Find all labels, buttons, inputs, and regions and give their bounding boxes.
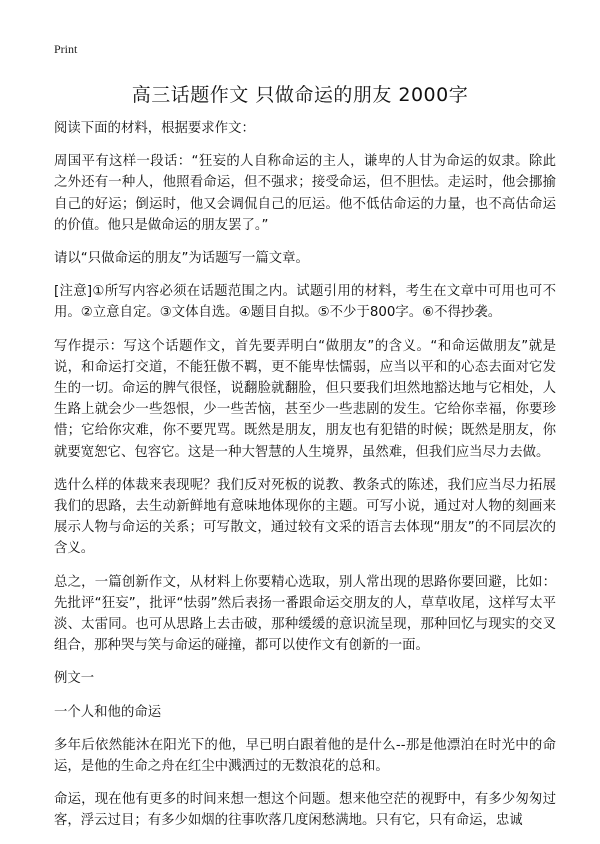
notes-paragraph: [注意]①所写内容必须在话题范围之内。试题引用的材料，考生在文章中可用也可不用。②立意自定。③文体自选。④题目自拟。⑤不少于800字。⑥不得抄袭。: [54, 284, 556, 321]
quote-paragraph: 周国平有这样一段话：“狂妄的人自称命运的主人，谦卑的人甘为命运的奴隶。除此之外还有一种人，他照看命运，但不强求；接受命运，但不胆怯。走运时，他会挪揄自己的好运；倒运时，他又会调侃自己的厄运。他不低估命运的力量，也不高估命运的价值。他只是做命运的朋友罢了。”: [54, 154, 556, 233]
article-body: [54, 118, 556, 844]
topic-paragraph: 请以“只做命运的朋友”为话题写一篇文章。: [54, 251, 309, 267]
genre-paragraph: 选什么样的体裁来表现呢？我们反对死板的说教、教条式的陈述，我们应当尽力拓展我们的思路，去生动新鲜地有意味地体现你的主题。可写小说，通过对人物的刻画来展示人物与命运的关系；可写散文，通过较有文采的语言去体现“朋友”的不同层次的含义。: [54, 477, 556, 557]
example-heading: 例文一: [54, 671, 95, 687]
instruction-paragraph: 阅读下面的材料，根据要求作文：: [54, 121, 255, 136]
summary-paragraph: 总之，一篇创新作文，从材料上你要精心选取，别人常出现的思路你要回避，比如：先批评“狂妄”，批评“怯弱”然后表扬一番跟命运交朋友的人，草草收尾，这样写太平淡、太雷同。也可从思路上去击破，那种缓缓的意识流呈现，那种回忆与现实的交叉组合，那种哭与笑与命运的碰撞，都可以使作文有创新的一面。: [54, 574, 556, 654]
example-paragraph: 命运，现在他有更多的时间来想一想这个问题。想来他空茫的视野中，有多少匆匆过客，浮云过目；有多少如烟的往事吹落几度闲愁满地。只有它，只有命运，忠诚: [54, 792, 556, 829]
print-link[interactable]: Print: [54, 42, 78, 56]
tips-paragraph: 写作提示：写这个话题作文，首先要弄明白“做朋友”的含义。“和命运做朋友”就是说，和命运打交道，不能狂傲不羁，更不能卑怯懦弱，应当以平和的心态去面对它发生的一切。命运的脾气很怪，说翻脸就翻脸，但只要我们坦然地豁达地与它相处，人生路上就会少一些怨恨，少一些苦恼，甚至少一些悲剧的发生。它给你幸福，你要珍惜；它给你灾难，你不要咒骂。既然是朋友，朋友也有犯错的时候；既然是朋友，你就要宽恕它、包容它。这是一种大智慧的人生境界，虽然难，但我们应当尽力去做。: [54, 338, 556, 460]
example-title: 一个人和他的命运: [54, 704, 162, 720]
example-paragraph: 多年后依然能沐在阳光下的他，早已明白跟着他的是什么--那是他漂泊在时光中的命运，是他的生命之舟在红尘中溅洒过的无数浪花的总和。: [54, 737, 556, 775]
page-title: 高三话题作文 只做命运的朋友 2000字: [131, 84, 469, 106]
